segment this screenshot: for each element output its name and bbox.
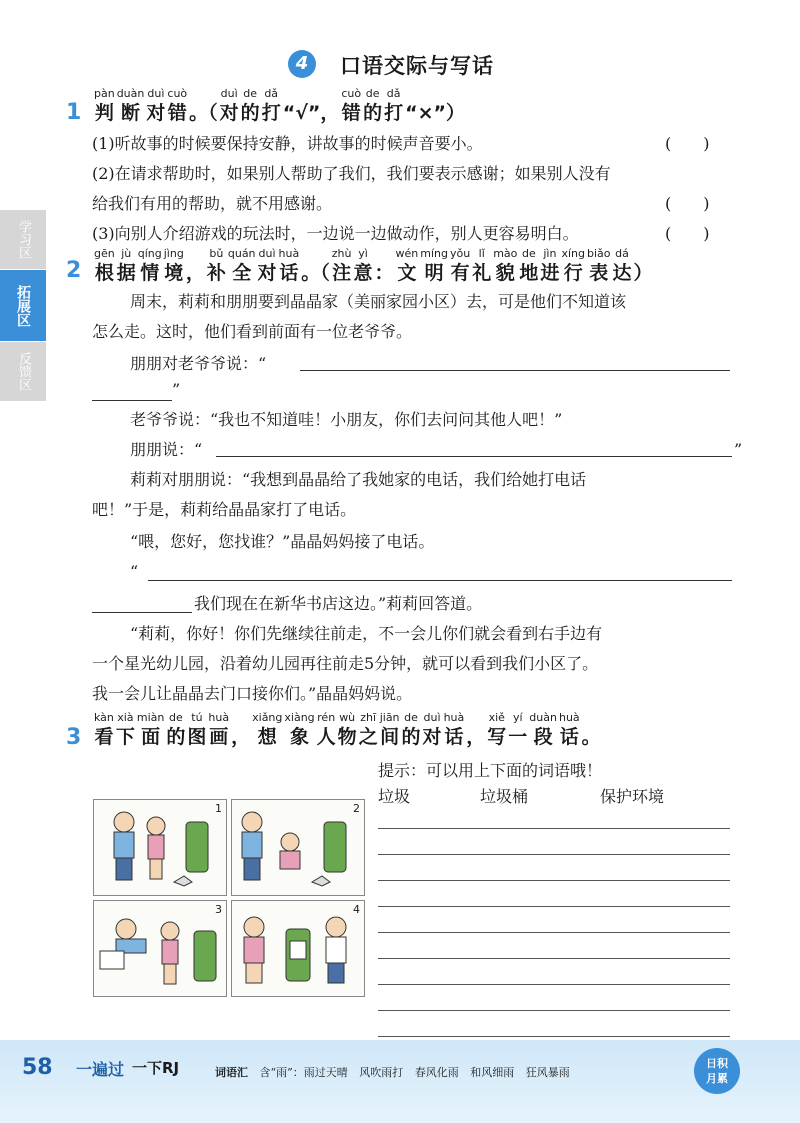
pinyin: lǐ <box>478 247 485 260</box>
pinyin-char <box>187 710 206 749</box>
hanzi: 文 <box>397 262 417 284</box>
answer-line[interactable] <box>216 456 732 457</box>
panel-illustration <box>94 901 227 997</box>
pinyin-char <box>94 246 115 285</box>
pinyin-char <box>341 86 361 125</box>
comic-panel-2 <box>231 799 365 896</box>
hanzi: 话 <box>444 726 464 748</box>
q2-line-10: “喂，您好，您找谁？”晶晶妈妈接了电话。 <box>130 532 435 551</box>
hanzi: ， <box>466 726 486 748</box>
pinyin-char <box>138 246 162 285</box>
pinyin: jiān <box>379 711 400 724</box>
pinyin-char <box>279 246 300 285</box>
panel-number: 4 <box>353 903 360 916</box>
pinyin: kàn <box>94 711 114 724</box>
pinyin-char <box>380 710 400 749</box>
hanzi: ， <box>231 726 251 748</box>
pinyin: xiàng <box>284 711 315 724</box>
pinyin-char <box>559 710 580 749</box>
hanzi: ， <box>185 262 205 284</box>
side-tab-study[interactable]: 学习区 <box>0 210 46 270</box>
q2-line-6: 朋朋说：“ <box>130 440 203 459</box>
pinyin-char <box>540 246 559 285</box>
pinyin: xiǎng <box>252 711 283 724</box>
daily-accumulation-badge <box>694 1048 740 1094</box>
pinyin-char <box>587 246 611 285</box>
comic-panel-4 <box>231 900 365 997</box>
writing-line[interactable] <box>378 1036 730 1037</box>
pinyin: qíng <box>137 247 162 260</box>
q2-line-13: “莉莉，你好！你们先继续往前走，不一会儿你们就会看到右手边有 <box>130 624 603 643</box>
hanzi: 注 <box>332 262 352 284</box>
hanzi: 之 <box>358 726 378 748</box>
pinyin-char <box>493 246 517 285</box>
hanzi: 礼 <box>472 262 492 284</box>
pinyin: dá <box>615 247 629 260</box>
q1-item-3: (3)向别人介绍游戏的玩法时，一边说一边做动作，别人更容易明白。 <box>92 224 579 243</box>
hanzi: “×”） <box>405 102 466 124</box>
pinyin-char <box>301 246 330 285</box>
pinyin-char <box>384 86 403 125</box>
q3-word: 垃圾 <box>378 787 411 806</box>
hanzi: 想 <box>257 726 277 748</box>
pinyin: tú <box>191 711 203 724</box>
pinyin-char <box>189 86 218 125</box>
pinyin-char <box>472 246 491 285</box>
hanzi: 打 <box>261 102 281 124</box>
pinyin: xíng <box>561 247 585 260</box>
hanzi: 对 <box>219 102 239 124</box>
hanzi: 补 <box>206 262 226 284</box>
pinyin: miàn <box>136 711 165 724</box>
hanzi: 象 <box>290 726 310 748</box>
pinyin: huà <box>443 711 465 724</box>
hanzi: 间 <box>380 726 400 748</box>
writing-line[interactable] <box>378 854 730 855</box>
q3-word: 垃圾桶 <box>480 787 529 806</box>
pinyin-char <box>117 246 136 285</box>
q2-line-9: 吧！”于是，莉莉给晶晶家打了电话。 <box>92 500 357 519</box>
page-number: 58 <box>22 1055 53 1080</box>
pinyin-char <box>117 86 145 125</box>
pinyin: dǎ <box>264 87 279 100</box>
pinyin: duì <box>220 87 238 100</box>
pinyin: pàn <box>94 87 115 100</box>
hanzi: 对 <box>422 726 442 748</box>
pinyin: de <box>169 711 183 724</box>
pinyin: xiě <box>488 711 505 724</box>
pinyin: huà <box>278 247 300 260</box>
pinyin: gēn <box>94 247 115 260</box>
pinyin: míng <box>420 247 448 260</box>
pinyin: biǎo <box>586 247 611 260</box>
pinyin: huà <box>208 711 230 724</box>
pinyin-char <box>317 710 336 749</box>
pinyin: wén <box>395 247 419 260</box>
hanzi: 的 <box>363 102 383 124</box>
pinyin-char <box>284 710 314 749</box>
hanzi: 。（ <box>189 102 218 124</box>
pinyin-char <box>137 710 164 749</box>
answer-line[interactable] <box>92 612 192 613</box>
pinyin: yí <box>513 711 523 724</box>
hanzi: 。（ <box>301 262 330 284</box>
pinyin-char <box>228 246 256 285</box>
pinyin: jìng <box>163 247 184 260</box>
pinyin-char <box>353 246 372 285</box>
side-tab-feedback[interactable]: 反馈区 <box>0 342 46 402</box>
comic-panel-1 <box>93 799 227 896</box>
grade-label: 一下RJ <box>132 1059 180 1077</box>
side-tab-extend[interactable]: 拓展区 <box>0 270 46 342</box>
pinyin: duì <box>147 87 165 100</box>
hanzi: 一 <box>508 726 528 748</box>
pinyin-char <box>252 710 282 749</box>
pinyin-char <box>396 246 419 285</box>
pinyin-char <box>402 710 421 749</box>
hanzi: 境 <box>164 262 184 284</box>
vocab-label: 词语汇 <box>215 1066 248 1079</box>
answer-line[interactable] <box>148 580 732 581</box>
comic-panels <box>93 799 365 997</box>
unit-title: 口语交际与写话 <box>340 54 494 78</box>
q3-word-list <box>378 784 664 807</box>
pinyin-char <box>332 246 352 285</box>
vocab-item: 春风化雨 <box>414 1066 459 1079</box>
hanzi: 表 <box>589 262 609 284</box>
hanzi: 断 <box>121 102 141 124</box>
hanzi: ） <box>633 262 653 284</box>
pinyin: dǎ <box>386 87 401 100</box>
pinyin: cuò <box>341 87 362 100</box>
q1-answer-2[interactable]: ( ) <box>665 194 710 213</box>
pinyin-char <box>220 86 239 125</box>
question-number-2: 2 <box>66 258 82 283</box>
q1-answer-3[interactable]: ( ) <box>665 224 710 243</box>
hanzi: 情 <box>140 262 160 284</box>
hanzi: 物 <box>337 726 357 748</box>
writing-line[interactable] <box>378 984 730 985</box>
hanzi: 貌 <box>495 262 515 284</box>
writing-line[interactable] <box>378 880 730 881</box>
hanzi: 话 <box>279 262 299 284</box>
hanzi: 行 <box>563 262 583 284</box>
hanzi: 话 <box>559 726 579 748</box>
hanzi: 全 <box>232 262 252 284</box>
answer-line[interactable] <box>92 400 172 401</box>
pinyin: cuò <box>167 87 188 100</box>
pinyin-char <box>186 246 205 285</box>
hanzi: 错 <box>167 102 187 124</box>
hanzi: 打 <box>384 102 404 124</box>
q2-line-8: 莉莉对朋朋说：“我想到晶晶给了我她家的电话，我们给她打电话 <box>130 470 587 489</box>
pinyin: jù <box>121 247 132 260</box>
pinyin: duì <box>258 247 276 260</box>
pinyin-char <box>487 710 506 749</box>
writing-line[interactable] <box>378 1010 730 1011</box>
hanzi: “√”， <box>282 102 340 124</box>
q3-word: 保护环境 <box>600 787 665 806</box>
pinyin-char <box>208 710 229 749</box>
pinyin-char <box>166 710 185 749</box>
q2-line-7: ” <box>734 440 743 459</box>
pinyin-char <box>167 86 187 125</box>
pinyin: de <box>522 247 536 260</box>
pinyin-char <box>241 86 260 125</box>
answer-line[interactable] <box>300 370 730 371</box>
pinyin-char <box>519 246 538 285</box>
pinyin-char <box>164 246 184 285</box>
q1-item-2-cont: 给我们有用的帮助，就不用感谢。 <box>92 194 333 213</box>
vocab-prefix: 含“雨”：雨过天晴 <box>259 1066 348 1079</box>
hanzi: 对 <box>146 102 166 124</box>
q2-line-11: “ <box>130 562 139 581</box>
hanzi: 的 <box>240 102 260 124</box>
hanzi: ： <box>374 262 394 284</box>
writing-line[interactable] <box>378 932 730 933</box>
pinyin: de <box>365 87 380 100</box>
panel-number: 3 <box>215 903 222 916</box>
hanzi: 段 <box>533 726 553 748</box>
hanzi: 的 <box>166 726 186 748</box>
badge-line: 日积 <box>706 1057 728 1070</box>
pinyin: wù <box>339 711 356 724</box>
pinyin: huà <box>558 711 580 724</box>
hanzi: 人 <box>316 726 336 748</box>
pinyin: duàn <box>529 711 557 724</box>
pinyin-char <box>207 246 226 285</box>
q2-line-14: 一个星光幼儿园，沿着幼儿园再往前走5分钟，就可以看到我们小区了。 <box>92 654 599 673</box>
unit-number-badge: 4 <box>288 50 316 78</box>
panel-illustration <box>232 800 365 896</box>
pinyin-char <box>94 86 115 125</box>
hanzi: 根 <box>94 262 114 284</box>
pinyin-char <box>450 246 470 285</box>
hanzi: 对 <box>257 262 277 284</box>
pinyin: mào <box>493 247 518 260</box>
pinyin: jìn <box>543 247 557 260</box>
panel-number: 1 <box>215 802 222 815</box>
pinyin-char <box>405 86 465 125</box>
hanzi: 有 <box>450 262 470 284</box>
pinyin: de <box>243 87 258 100</box>
comic-panel-3 <box>93 900 227 997</box>
pinyin-char <box>508 710 527 749</box>
vocab-strip <box>215 1064 578 1080</box>
pinyin-char <box>283 86 340 125</box>
q2-line-3: 朋朋对老爷爷说：“ <box>130 354 267 373</box>
vocab-item: 风吹雨打 <box>359 1066 404 1079</box>
question-2-heading <box>94 246 655 285</box>
hanzi: 看 <box>94 726 114 748</box>
pinyin-char <box>116 710 135 749</box>
panel-number: 2 <box>353 802 360 815</box>
pinyin: zhī <box>360 711 377 724</box>
pinyin-char <box>231 710 250 749</box>
q3-hint: 提示：可以用上下面的词语哦！ <box>378 761 603 780</box>
pinyin-char <box>423 710 442 749</box>
question-1-heading <box>94 86 467 125</box>
pinyin: quán <box>227 247 256 260</box>
q2-line-1: 周末，莉莉和朋朋要到晶晶家（美丽家园小区）去，可是他们不知道该 <box>130 292 627 311</box>
pinyin-char <box>634 246 653 285</box>
hanzi: 地 <box>519 262 539 284</box>
pinyin-char <box>363 86 382 125</box>
badge-line: 月累 <box>706 1072 728 1085</box>
hanzi: 下 <box>115 726 135 748</box>
question-number-1: 1 <box>66 100 82 125</box>
hanzi: 。 <box>581 726 601 748</box>
footer-band <box>0 1040 800 1123</box>
pinyin: yǒu <box>449 247 471 260</box>
writing-line[interactable] <box>378 958 730 959</box>
pinyin: rén <box>317 711 336 724</box>
q1-item-1: (1)听故事的时候要保持安静，讲故事的时候声音要小。 <box>92 134 483 153</box>
q1-item-2: (2)在请求帮助时，如果别人帮助了我们，我们要表示感谢；如果别人没有 <box>92 164 611 183</box>
vocab-item: 和风细雨 <box>470 1066 515 1079</box>
pinyin: de <box>404 711 418 724</box>
question-3-heading <box>94 710 603 749</box>
pinyin: bǔ <box>209 247 224 260</box>
pinyin-char <box>529 710 557 749</box>
hanzi: 判 <box>94 102 114 124</box>
q1-answer-1[interactable]: ( ) <box>665 134 710 153</box>
q2-line-4: ” <box>172 380 181 399</box>
pinyin-char <box>374 246 393 285</box>
q2-line-2: 怎么走。这时，他们看到前面有一位老爷爷。 <box>92 322 413 341</box>
pinyin: duì <box>423 711 441 724</box>
panel-illustration <box>232 901 365 997</box>
writing-line[interactable] <box>378 906 730 907</box>
panel-illustration <box>94 800 227 896</box>
q2-line-12: 我们现在在新华书店这边。”莉莉回答道。 <box>194 594 483 613</box>
pinyin-char <box>561 246 585 285</box>
pinyin-char <box>582 710 601 749</box>
hanzi: 据 <box>116 262 136 284</box>
brand-logo: 一遍过 <box>76 1060 125 1079</box>
hanzi: 写 <box>487 726 507 748</box>
pinyin-char <box>262 86 281 125</box>
q2-line-5: 老爷爷说：“我也不知道哇！小朋友，你们去问问其他人吧！” <box>130 410 563 429</box>
hanzi: 意 <box>353 262 373 284</box>
pinyin-char <box>420 246 448 285</box>
pinyin-char <box>146 86 165 125</box>
hanzi: 错 <box>341 102 361 124</box>
writing-line[interactable] <box>378 828 730 829</box>
hanzi: 图 <box>187 726 207 748</box>
pinyin-char <box>444 710 465 749</box>
side-tabs <box>0 210 46 402</box>
hanzi: 的 <box>401 726 421 748</box>
hanzi: 画 <box>209 726 229 748</box>
hanzi: 达 <box>612 262 632 284</box>
hanzi: 面 <box>141 726 161 748</box>
pinyin-char <box>612 246 631 285</box>
pinyin-char <box>94 710 114 749</box>
question-number-3: 3 <box>66 725 82 750</box>
pinyin-char <box>359 710 378 749</box>
hanzi: 进 <box>540 262 560 284</box>
pinyin: duàn <box>116 87 145 100</box>
pinyin: xià <box>117 711 134 724</box>
pinyin: zhù <box>331 247 352 260</box>
q2-line-15: 我一会儿让晶晶去门口接你们。”晶晶妈妈说。 <box>92 684 413 703</box>
pinyin-char <box>338 710 357 749</box>
hanzi: 明 <box>424 262 444 284</box>
pinyin-char <box>258 246 277 285</box>
pinyin: yì <box>358 247 368 260</box>
pinyin-char <box>466 710 485 749</box>
vocab-item: 狂风暴雨 <box>525 1066 570 1079</box>
